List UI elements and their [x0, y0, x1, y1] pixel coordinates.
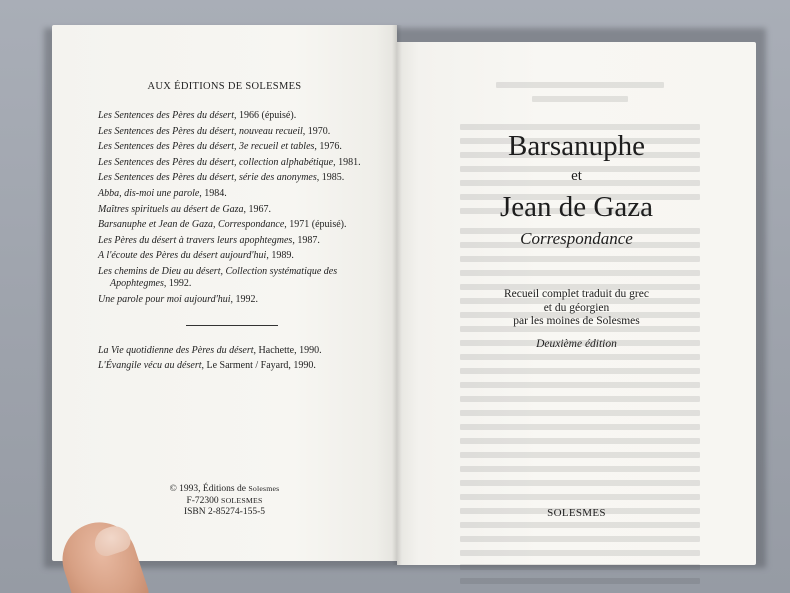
description	[397, 288, 756, 329]
subtitle: Correspondance	[520, 229, 633, 248]
entry-details: , 1976.	[314, 141, 342, 153]
entry-title: Les Sentences des Pères du désert, 3e recueil et tables	[98, 141, 315, 153]
description-line: et du géorgien	[543, 301, 610, 314]
bibliography-entry	[98, 157, 370, 169]
entry-details: , 1989.	[266, 250, 294, 262]
entry-title: Les Pères du désert à travers leurs apophtegmes	[98, 234, 293, 246]
publisher-heading: AUX ÉDITIONS DE SOLESMES	[147, 81, 302, 92]
entry-details: , 1985.	[316, 172, 345, 184]
entry-details: , 1967.	[243, 203, 271, 215]
bibliography-list	[98, 110, 370, 309]
entry-details: , 1992.	[163, 278, 192, 290]
bibliography-entry	[98, 126, 370, 138]
entry-title: Barsanuphe et Jean de Gaza, Correspondance	[98, 219, 285, 231]
copyright-text: © 1993, Éditions de	[169, 484, 246, 494]
address-line	[52, 495, 397, 507]
bibliography-entry	[98, 266, 370, 290]
bibliography-entry	[98, 345, 370, 357]
section-divider	[186, 325, 278, 326]
entry-details: , 1992.	[230, 293, 259, 305]
entry-title: Les chemins de Dieu au désert, Collection systématique des Apophtegmes	[98, 265, 338, 290]
colophon	[52, 483, 397, 518]
description-line: Recueil complet traduit du grec	[504, 288, 649, 300]
entry-title: Une parole pour moi aujourd'hui	[98, 293, 231, 305]
bibliography-entry	[98, 141, 370, 153]
entry-details: , 1970.	[302, 125, 331, 137]
bibliography-entry	[98, 172, 370, 184]
entry-title: Les Sentences des Pères du désert, nouveau recueil	[98, 125, 303, 137]
entry-details: , 1984.	[199, 187, 227, 199]
bibliography-entry	[98, 219, 370, 231]
entry-details: , Le Sarment / Fayard, 1990.	[201, 360, 316, 372]
entry-title: Les Sentences des Pères du désert, collection alphabétique	[98, 156, 334, 168]
bibliography-entry	[98, 235, 370, 247]
right-page	[397, 42, 756, 565]
bibliography-entry	[98, 250, 370, 262]
entry-details: , 1987.	[292, 234, 320, 246]
description-line: par les moines de Solesmes	[513, 315, 640, 327]
entry-title: Abba, dis-moi une parole	[98, 187, 200, 199]
title-line-2: Jean de Gaza	[500, 191, 653, 223]
bibliography-entry	[98, 188, 370, 200]
entry-details: , 1971 (épuisé).	[284, 219, 347, 231]
other-publications-list	[98, 345, 370, 375]
city: SOLESMES	[221, 496, 263, 505]
postal-code: F-72300	[186, 496, 219, 506]
entry-title: La Vie quotidienne des Pères du désert	[98, 345, 254, 356]
edition: Deuxième édition	[536, 338, 617, 350]
entry-title: Maîtres spirituels au désert de Gaza	[98, 203, 244, 215]
bibliography-entry	[98, 294, 370, 306]
title-line-1: Barsanuphe	[508, 130, 645, 162]
entry-title: A l'écoute des Pères du désert aujourd'hui	[98, 250, 267, 262]
entry-details: , 1966 (épuisé).	[233, 110, 297, 121]
bibliography-entry	[98, 204, 370, 216]
title-conjunction: et	[571, 168, 582, 184]
entry-title: Les Sentences des Pères du désert, série des anonymes	[98, 172, 317, 184]
left-page	[52, 25, 397, 561]
copyright-line	[52, 483, 397, 495]
bibliography-entry	[98, 360, 370, 372]
copyright-publisher: Solesmes	[248, 484, 280, 493]
book-gutter	[392, 25, 402, 565]
entry-title: L'Évangile vécu au désert	[98, 360, 202, 372]
bibliography-entry	[98, 110, 370, 122]
entry-details: , Hachette, 1990.	[253, 345, 322, 356]
publisher-imprint: SOLESMES	[547, 507, 606, 519]
isbn-line: ISBN 2-85274-155-5	[183, 507, 265, 517]
entry-title: Les Sentences des Pères du désert	[98, 110, 234, 121]
entry-details: , 1981.	[333, 156, 361, 168]
